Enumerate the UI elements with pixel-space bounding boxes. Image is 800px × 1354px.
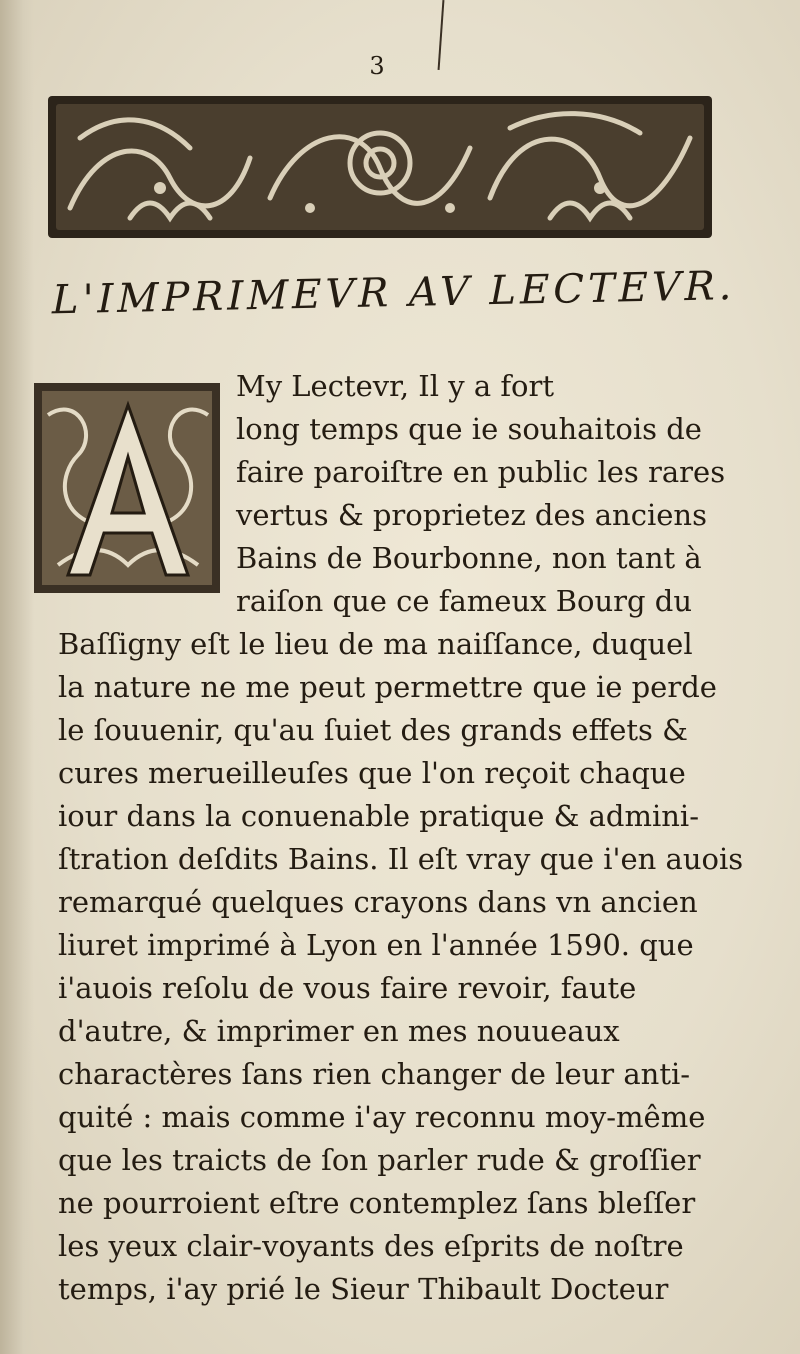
text-line: i'auois reſolu de vous faire revoir, faute [58, 971, 637, 1005]
text-line: d'autre, & imprimer en mes nouueaux [58, 1014, 620, 1048]
body-text [58, 365, 778, 1311]
text-line: les yeux clair-voyants des eſprits de noſtre [58, 1229, 684, 1263]
page-gutter-shadow [0, 0, 34, 1354]
text-line: remarqué quelques crayons dans vn ancien [58, 885, 698, 919]
text-line: charactères ſans rien changer de leur anti- [58, 1057, 691, 1091]
ink-stroke [438, 0, 445, 70]
text-line: Bains de Bourbonne, non tant à [236, 541, 702, 575]
text-line: Baſſigny eſt le lieu de ma naiſſance, duquel [58, 627, 693, 661]
text-line: faire paroiſtre en public les rares [236, 455, 726, 489]
woodcut-headpiece-ornament [40, 78, 720, 248]
text-line: My Lectevr, Il y a fort [236, 369, 555, 403]
page-mark: 3 [369, 52, 385, 80]
text-line: le ſouuenir, qu'au ſuiet des grands effets & [58, 713, 688, 747]
text-line: quité : mais comme i'ay reconnu moy-même [58, 1100, 706, 1134]
text-line: raiſon que ce fameux Bourg du [236, 584, 693, 618]
text-line: vertus & proprietez des anciens [236, 498, 707, 532]
initial-letter: A [128, 375, 129, 376]
text-line: ſtration deſdits Bains. Il eſt vray que i'en auois [58, 842, 744, 876]
text-line: la nature ne me peut permettre que ie perde [58, 670, 717, 704]
text-line: que les traicts de ſon parler rude & groſſier [58, 1143, 701, 1177]
text-line: iour dans la conuenable pratique & admini- [58, 799, 699, 833]
text-line: ne pourroient eſtre contemplez ſans bleſſer [58, 1186, 696, 1220]
text-line: temps, i'ay prié le Sieur Thibault Docteur [58, 1272, 669, 1306]
text-line: liuret imprimé à Lyon en l'année 1590. que [58, 928, 694, 962]
text-line: cures merueilleuſes que l'on reçoit chaque [58, 756, 686, 790]
page-heading: L'IMPRIMEVR AV LECTEVR. [52, 263, 736, 324]
text-line: long temps que ie souhaitois de [236, 412, 702, 446]
